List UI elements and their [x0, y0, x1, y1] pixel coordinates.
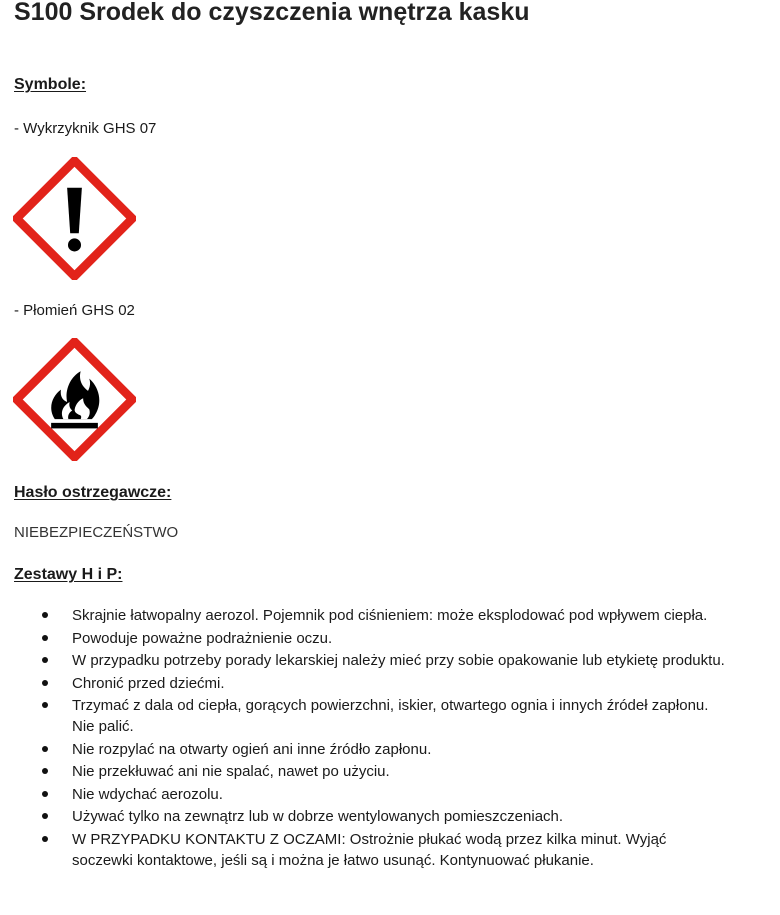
bullet-icon: [42, 612, 48, 618]
list-item-text: Nie wdychać aerozolu.: [72, 785, 223, 803]
list-item-text: W przypadku potrzeby porady lekarskiej należy mieć przy sobie opakowanie lub etykietę produktu.: [72, 652, 725, 669]
bullet-icon: [42, 657, 48, 663]
page-title: S100 Srodek do czyszczenia wnętrza kasku: [14, 0, 530, 26]
list-item: [0, 829, 780, 871]
list-item: [0, 739, 780, 760]
list-item-text: Nie przekłuwać ani nie spalać, nawet po użyciu.: [72, 763, 390, 780]
hp-sets-heading: Zestawy H i P:: [14, 566, 123, 583]
bullet-icon: [42, 836, 48, 842]
bullet-icon: [42, 635, 48, 641]
list-item-text: Chronić przed dziećmi.: [72, 674, 225, 692]
symbol-label-flame: - Płomień GHS 02: [14, 302, 135, 319]
bullet-icon: [42, 702, 48, 708]
list-item: [0, 695, 780, 737]
list-item-text: Trzymać z dala od ciepła, gorących powierzchni, iskier, otwartego ognia i innych źródeł zapłonu. Nie palić.: [72, 697, 709, 735]
list-item-text: Powoduje poważne podrażnienie oczu.: [72, 629, 333, 647]
list-item: [0, 761, 780, 782]
list-item: [0, 628, 780, 649]
bullet-icon: [42, 813, 48, 819]
hp-statements-list: [0, 605, 780, 872]
list-item: [0, 650, 780, 671]
bullet-icon: [42, 680, 48, 686]
list-item: [0, 806, 780, 827]
list-item: [0, 784, 780, 805]
signal-word-heading: Hasło ostrzegawcze:: [14, 484, 172, 501]
list-item: [0, 673, 780, 694]
exclamation-mark-pictogram-icon: [13, 157, 136, 280]
symbols-heading: Symbole:: [14, 76, 87, 93]
signal-word-value: NIEBEZPIECZEŃSTWO: [14, 524, 179, 541]
list-item-text: Używać tylko na zewnątrz lub w dobrze wentylowanych pomieszczeniach.: [72, 808, 564, 825]
flame-pictogram-icon: [13, 338, 136, 461]
list-item-text: W PRZYPADKU KONTAKTU Z OCZAMI: Ostrożnie płukać wodą przez kilka minut. Wyjąć soczewki kontaktowe, jeśli są i można je łatwo usunąć. Kontynuować płukanie.: [72, 830, 667, 869]
list-item: [0, 605, 780, 626]
list-item-text: Skrajnie łatwopalny aerozol. Pojemnik pod ciśnieniem: może eksplodować pod wpływem ciepła.: [72, 607, 708, 624]
list-item-text: Nie rozpylać na otwarty ogień ani inne źródło zapłonu.: [72, 740, 432, 758]
symbol-label-exclamation: - Wykrzyknik GHS 07: [14, 120, 157, 137]
bullet-icon: [42, 791, 48, 797]
bullet-icon: [42, 768, 48, 774]
bullet-icon: [42, 746, 48, 752]
